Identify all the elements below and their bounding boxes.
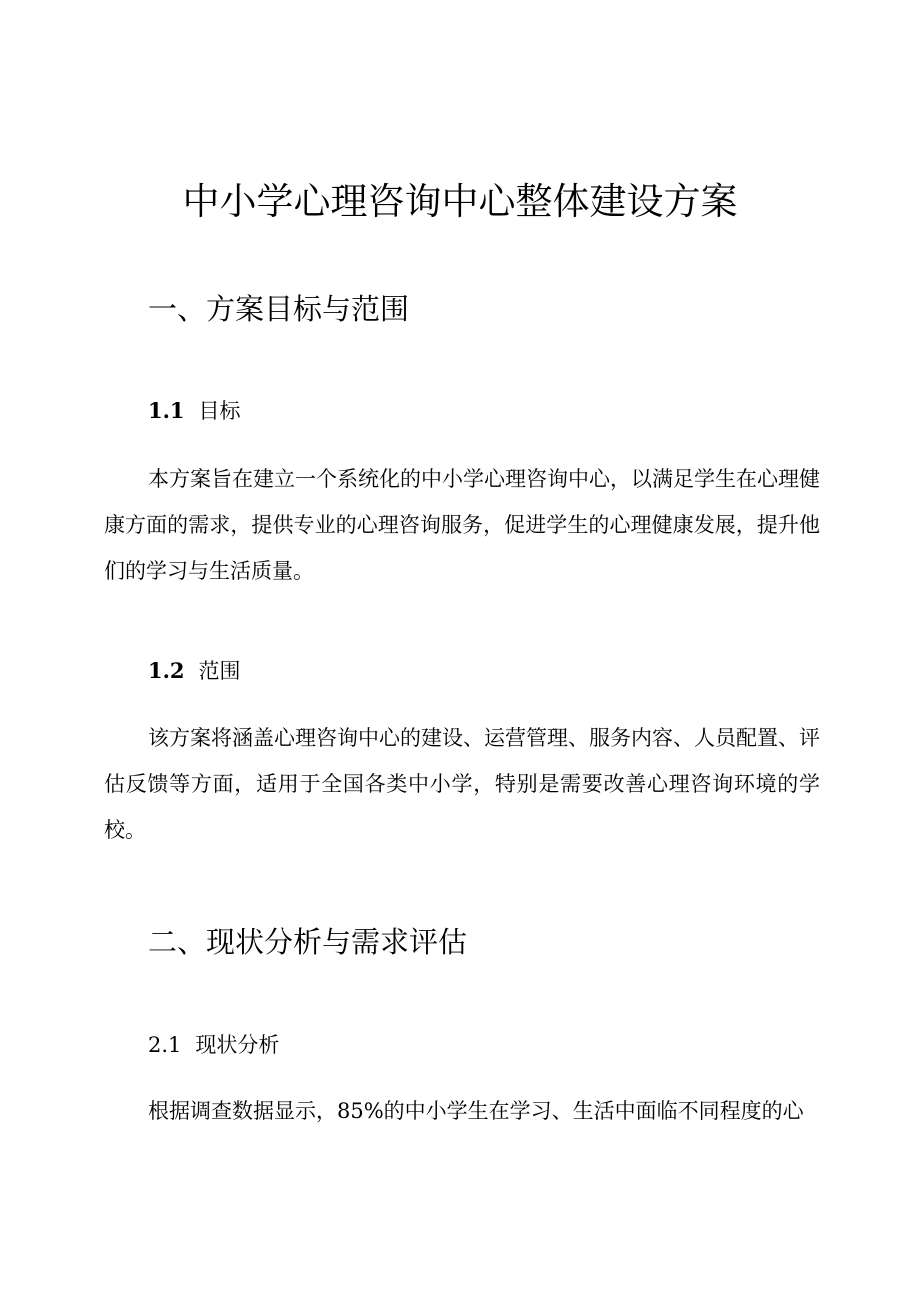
- section-heading-2: 二、现状分析与需求评估: [148, 925, 468, 959]
- paragraph-current-analysis: 根据调查数据显示，85%的中小学生在学习、生活中面临不同程度的心: [148, 1099, 804, 1123]
- section-heading-1: 一、方案目标与范围: [148, 292, 410, 326]
- subsection-number: 1.1: [148, 398, 185, 423]
- subsection-title: 目标: [198, 399, 241, 423]
- subsection-title: 范围: [198, 659, 241, 683]
- subsection-heading-1-1: [148, 396, 241, 426]
- paragraph-scope: 该方案将涵盖心理咨询中心的建设、运营管理、服务内容、人员配置、评估反馈等方面，适用于全国各类中小学，特别是需要改善心理咨询环境的学校。: [104, 726, 820, 842]
- subsection-number: 1.2: [148, 658, 185, 683]
- subsection-number: 2.1: [148, 1033, 182, 1057]
- document-title: 中小学心理咨询中心整体建设方案: [182, 180, 738, 223]
- subsection-heading-1-2: [148, 656, 241, 686]
- subsection-title: 现状分析: [195, 1033, 280, 1057]
- paragraph-goal: 本方案旨在建立一个系统化的中小学心理咨询中心，以满足学生在心理健康方面的需求，提供专业的心理咨询服务，促进学生的心理健康发展，提升他们的学习与生活质量。: [104, 467, 820, 583]
- subsection-heading-2-1: [148, 1030, 279, 1060]
